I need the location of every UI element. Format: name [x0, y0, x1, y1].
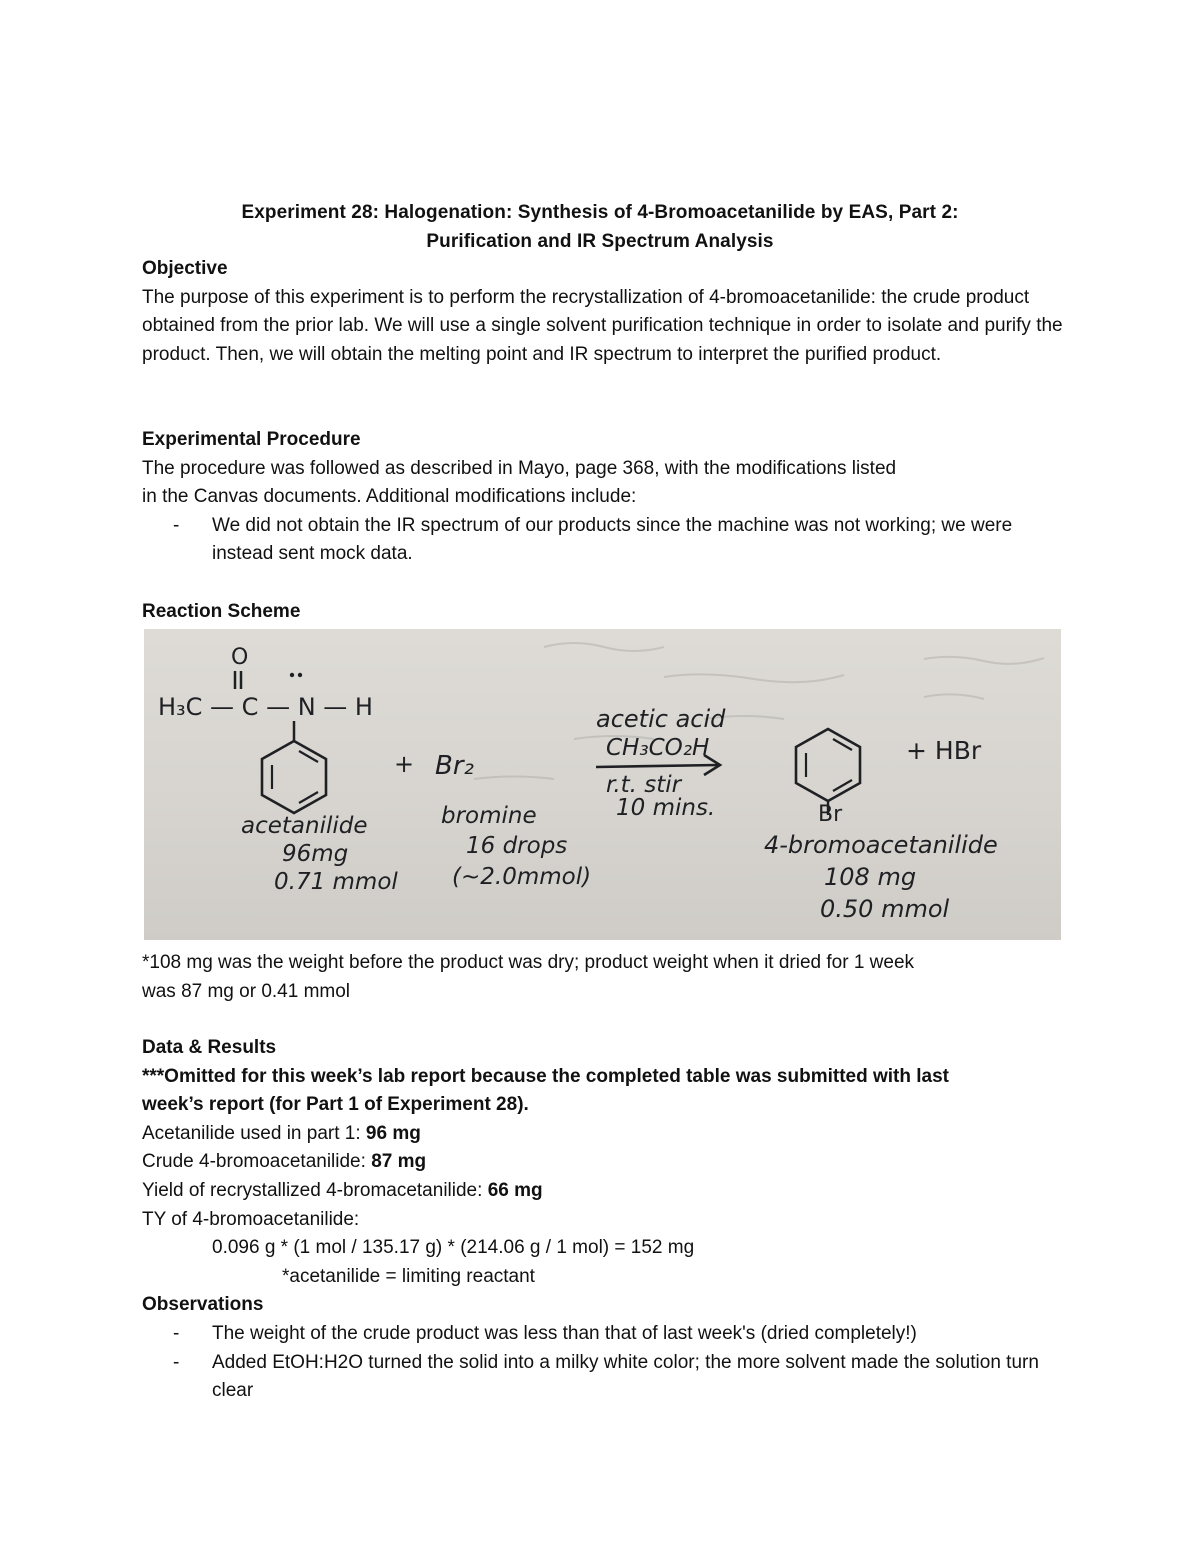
objective-text: The purpose of this experiment is to perform the recrystallization of 4-bromoacetanilide: the crude product obtained from the prior lab. We will use a single solvent purification technique in order to isolate and purify the product. Then, we will obtain the melting point and IR spectrum to interpret the purified product. [142, 286, 1063, 365]
observations-bullet-list [142, 1320, 1072, 1406]
plus-sign: + [394, 750, 415, 778]
observations-heading: Observations [142, 1294, 264, 1316]
bullet-dash: - [173, 514, 180, 536]
theoretical-yield-label: TY of 4-bromoacetanilide: [142, 1208, 360, 1230]
bromine-reagent [394, 750, 591, 890]
result-value: 87 mg [371, 1151, 427, 1173]
procedure-text-line-1: The procedure was followed as described in Mayo, page 368, with the modifications listed [142, 457, 897, 479]
acetanilide-moles: 0.71 mmol [274, 869, 398, 895]
bromine-formula: Br₂ [435, 751, 474, 781]
list-item [142, 1349, 1072, 1406]
result-value: 66 mg [487, 1179, 543, 1201]
list-item [142, 1320, 1072, 1349]
result-value: 96 mg [365, 1122, 421, 1144]
acetanilide-label: acetanilide [241, 813, 368, 839]
procedure-text-line-2: in the Canvas documents. Additional modifications include: [142, 486, 637, 508]
reaction-scheme-photo [144, 629, 1061, 940]
result-label: Acetanilide used in part 1: [142, 1122, 366, 1144]
product-structure [764, 729, 998, 923]
solvent-name: acetic acid [596, 705, 726, 733]
bullet-dash: - [173, 1322, 180, 1344]
observation-text: The weight of the crude product was less than that of last week's (dried completely!) [212, 1322, 917, 1344]
procedure-bullet-text: We did not obtain the IR spectrum of our products since the machine was not working; we were instead sent mock data. [212, 514, 1013, 565]
procedure-bullet-list [142, 512, 1072, 569]
result-label: Crude 4-bromoacetanilide: [142, 1151, 372, 1173]
acetanilide-formula: H₃C — C — N — H [158, 693, 373, 721]
hbr-byproduct: + HBr [906, 736, 982, 765]
product-moles: 0.50 mmol [820, 895, 950, 923]
reaction-conditions [596, 705, 726, 821]
bromine-moles: (~2.0mmol) [452, 864, 592, 890]
list-item [142, 512, 1072, 569]
objective-section [142, 255, 1072, 369]
objective-heading: Objective [142, 258, 228, 279]
reaction-scheme-drawing [144, 629, 1061, 940]
data-results-note-line-2: week’s report (for Part 1 of Experiment 28). [142, 1094, 529, 1116]
data-results-heading: Data & Results [142, 1037, 277, 1058]
result-crude-product [142, 1148, 1072, 1177]
title-line-1: Experiment 28: Halogenation: Synthesis of 4-Bromoacetanilide by EAS, Part 2: [241, 202, 959, 223]
product-mass: 108 mg [824, 863, 917, 891]
title-line-2: Purification and IR Spectrum Analysis [426, 231, 774, 252]
result-acetanilide-used [142, 1120, 1072, 1149]
solvent-formula: CH₃CO₂H [606, 735, 710, 761]
reaction-scheme-heading: Reaction Scheme [142, 601, 301, 622]
bromine-drops: 16 drops [466, 833, 568, 859]
theoretical-yield-calculation: 0.096 g * (1 mol / 135.17 g) * (214.06 g / 1 mol) = 152 mg [212, 1237, 695, 1259]
conditions-temperature: r.t. stir [606, 772, 682, 798]
acetanilide-mass: 96mg [282, 841, 349, 867]
footnote-line-2: was 87 mg or 0.41 mmol [142, 980, 351, 1002]
result-label: Yield of recrystallized 4-bromacetanilide: [142, 1179, 488, 1201]
acetanilide-structure [158, 645, 398, 895]
observation-text: Added EtOH:H2O turned the solid into a milky white color; the more solvent made the solution turn clear [212, 1351, 1039, 1402]
reaction-scheme-heading-wrap [142, 598, 1072, 627]
result-recrystallized-yield [142, 1177, 1072, 1206]
data-results-note-line-1: ***Omitted for this week’s lab report because the completed table was submitted with last [142, 1065, 949, 1087]
data-results-section [142, 1034, 1072, 1406]
scheme-footnote [142, 949, 1072, 1006]
procedure-section [142, 426, 1072, 569]
footnote-line-1: *108 mg was the weight before the product was dry; product weight when it dried for 1 week [142, 952, 915, 973]
bullet-dash: - [173, 1351, 180, 1373]
document-title [140, 198, 1060, 256]
reaction-arrow [596, 765, 718, 767]
bromine-label: bromine [441, 803, 537, 829]
limiting-reactant-note: *acetanilide = limiting reactant [282, 1265, 535, 1287]
carbonyl-oxygen: O [231, 645, 249, 670]
procedure-heading: Experimental Procedure [142, 429, 361, 450]
conditions-time: 10 mins. [616, 795, 716, 821]
product-bromine-substituent: Br [818, 802, 843, 827]
product-label: 4-bromoacetanilide [764, 831, 998, 859]
